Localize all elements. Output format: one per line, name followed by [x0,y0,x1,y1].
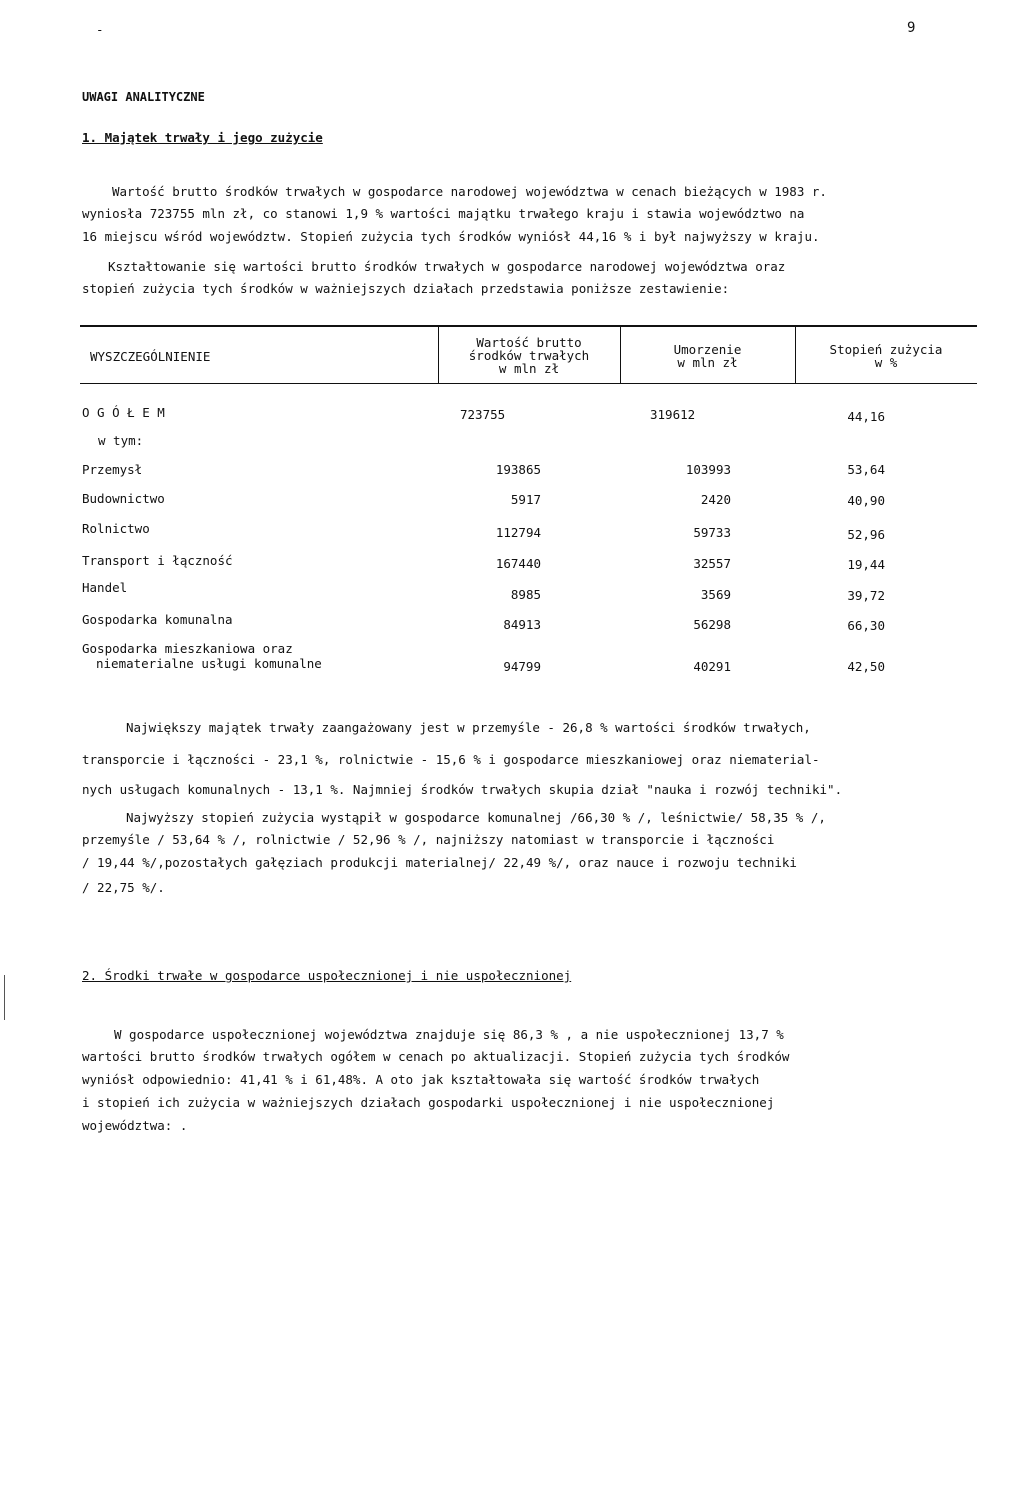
cell-brutto: 193865 [495,462,541,477]
cell-brutto: 94799 [503,659,541,674]
text-line: i stopień ich zużycia w ważniejszych działach gospodarki uspołecznionej i nie uspołecznionej [82,1095,775,1110]
header-line: w mln zł [498,361,560,376]
row-label-gospodarka-mieszkaniowa: Gospodarka mieszkaniowa oraz [82,641,293,656]
table-header-rule [80,383,977,384]
cell-umorzenie: 319612 [650,407,696,422]
text-line: stopień zużycia tych środków w ważniejszych działach przedstawia poniższe zestawienie: [82,281,730,296]
text-line: przemyśle / 53,64 % /, rolnictwie / 52,96 % /, najniższy natomiast w transporcie i łączności [82,832,775,847]
cell-stopien: 44,16 [847,409,885,424]
header-line: środków trwałych [468,348,590,363]
section1-title: 1. Majątek trwały i jego zużycie [82,130,323,145]
cell-stopien: 52,96 [847,527,885,542]
page-number: 9 [907,20,916,36]
row-label-w-tym: w tym: [98,433,144,448]
cell-stopien: 39,72 [847,588,885,603]
text-line: transporcie i łączności - 23,1 %, rolnictwie - 15,6 % i gospodarce mieszkaniowej oraz niematerial- [82,752,820,767]
cell-stopien: 19,44 [847,557,885,572]
header-line: w mln zł [677,355,738,370]
cell-umorzenie: 32557 [693,556,731,571]
cell-brutto: 112794 [495,525,541,540]
dash-mark: - [96,22,104,37]
section2-title: 2. Środki trwałe w gospodarce uspołecznionej i nie uspołecznionej [82,968,572,983]
cell-stopien: 66,30 [847,618,885,633]
header-line: w % [874,355,898,370]
cell-umorzenie: 2420 [700,492,731,507]
text-line: W gospodarce uspołecznionej województwa znajduje się 86,3 % , a nie uspołecznionej 13,7 % [114,1027,784,1042]
text-line: / 22,75 %/. [82,880,165,895]
row-label-gospodarka-mieszkaniowa-cont: niematerialne usługi komunalne [96,656,322,671]
text-line: Najwyższy stopień zużycia wystąpił w gospodarce komunalnej /66,30 % /, leśnictwie/ 58,35 % /, [126,810,826,825]
header-stopien-zuzycia [795,343,977,369]
cell-stopien: 42,50 [847,659,885,674]
cell-umorzenie: 3569 [700,587,731,602]
row-label-rolnictwo: Rolnictwo [82,521,150,536]
cell-umorzenie: 59733 [693,525,731,540]
text-line: 16 miejscu wśród województw. Stopień zużycia tych środków wyniósł 44,16 % i był najwyższy w kraju. [82,229,820,244]
header-line: Stopień zużycia [829,342,943,357]
cell-stopien: 53,64 [847,462,885,477]
header-umorzenie [620,343,795,369]
cell-brutto: 84913 [503,617,541,632]
text-line: województwa: . [82,1118,188,1133]
text-line: nych usługach komunalnych - 13,1 %. Najmniej środków trwałych skupia dział "nauka i rozwój techniki". [82,782,843,797]
row-label-przemysl: Przemysł [82,462,143,477]
text-line: Kształtowanie się wartości brutto środków trwałych w gospodarce narodowej województwa oraz [108,259,786,274]
cell-umorzenie: 40291 [693,659,731,674]
cell-brutto: 723755 [460,407,506,422]
row-label-handel: Handel [82,580,128,595]
header-line: Wartość brutto [476,335,582,350]
text-line: wartości brutto środków trwałych ogółem w cenach po aktualizacji. Stopień zużycia tych środków [82,1049,790,1064]
cell-brutto: 8985 [510,587,541,602]
cell-umorzenie: 103993 [685,462,731,477]
header-line: Umorzenie [673,342,742,357]
text-line: Wartość brutto środków trwałych w gospodarce narodowej województwa w cenach bieżących w 1983 r. [112,184,827,199]
text-line: Największy majątek trwały zaangażowany jest w przemyśle - 26,8 % wartości środków trwałych, [126,720,811,735]
row-label-ogolem: O G Ó Ł E M [82,405,165,420]
cell-umorzenie: 56298 [693,617,731,632]
text-line: wyniósł odpowiednio: 41,41 % i 61,48%. A oto jak kształtowała się wartość środków trwałych [82,1072,760,1087]
header-wyszczegolnienie: WYSZCZEGÓLNIENIE [90,349,211,364]
header-wartosc-brutto [438,336,620,375]
text-line: / 19,44 %/,pozostałych gałęziach produkcji materialnej/ 22,49 %/, oraz nauce i rozwoju techniki [82,855,797,870]
scan-edge-mark [4,975,5,1020]
row-label-gospodarka-komunalna: Gospodarka komunalna [82,612,233,627]
row-label-transport: Transport i łączność [82,553,233,568]
page-heading: UWAGI ANALITYCZNE [82,90,205,104]
text-line: wyniosła 723755 mln zł, co stanowi 1,9 % wartości majątku trwałego kraju i stawia województwo na [82,206,805,221]
table-top-rule [80,325,977,327]
cell-brutto: 167440 [495,556,541,571]
cell-stopien: 40,90 [847,493,885,508]
row-label-budownictwo: Budownictwo [82,491,165,506]
cell-brutto: 5917 [510,492,541,507]
